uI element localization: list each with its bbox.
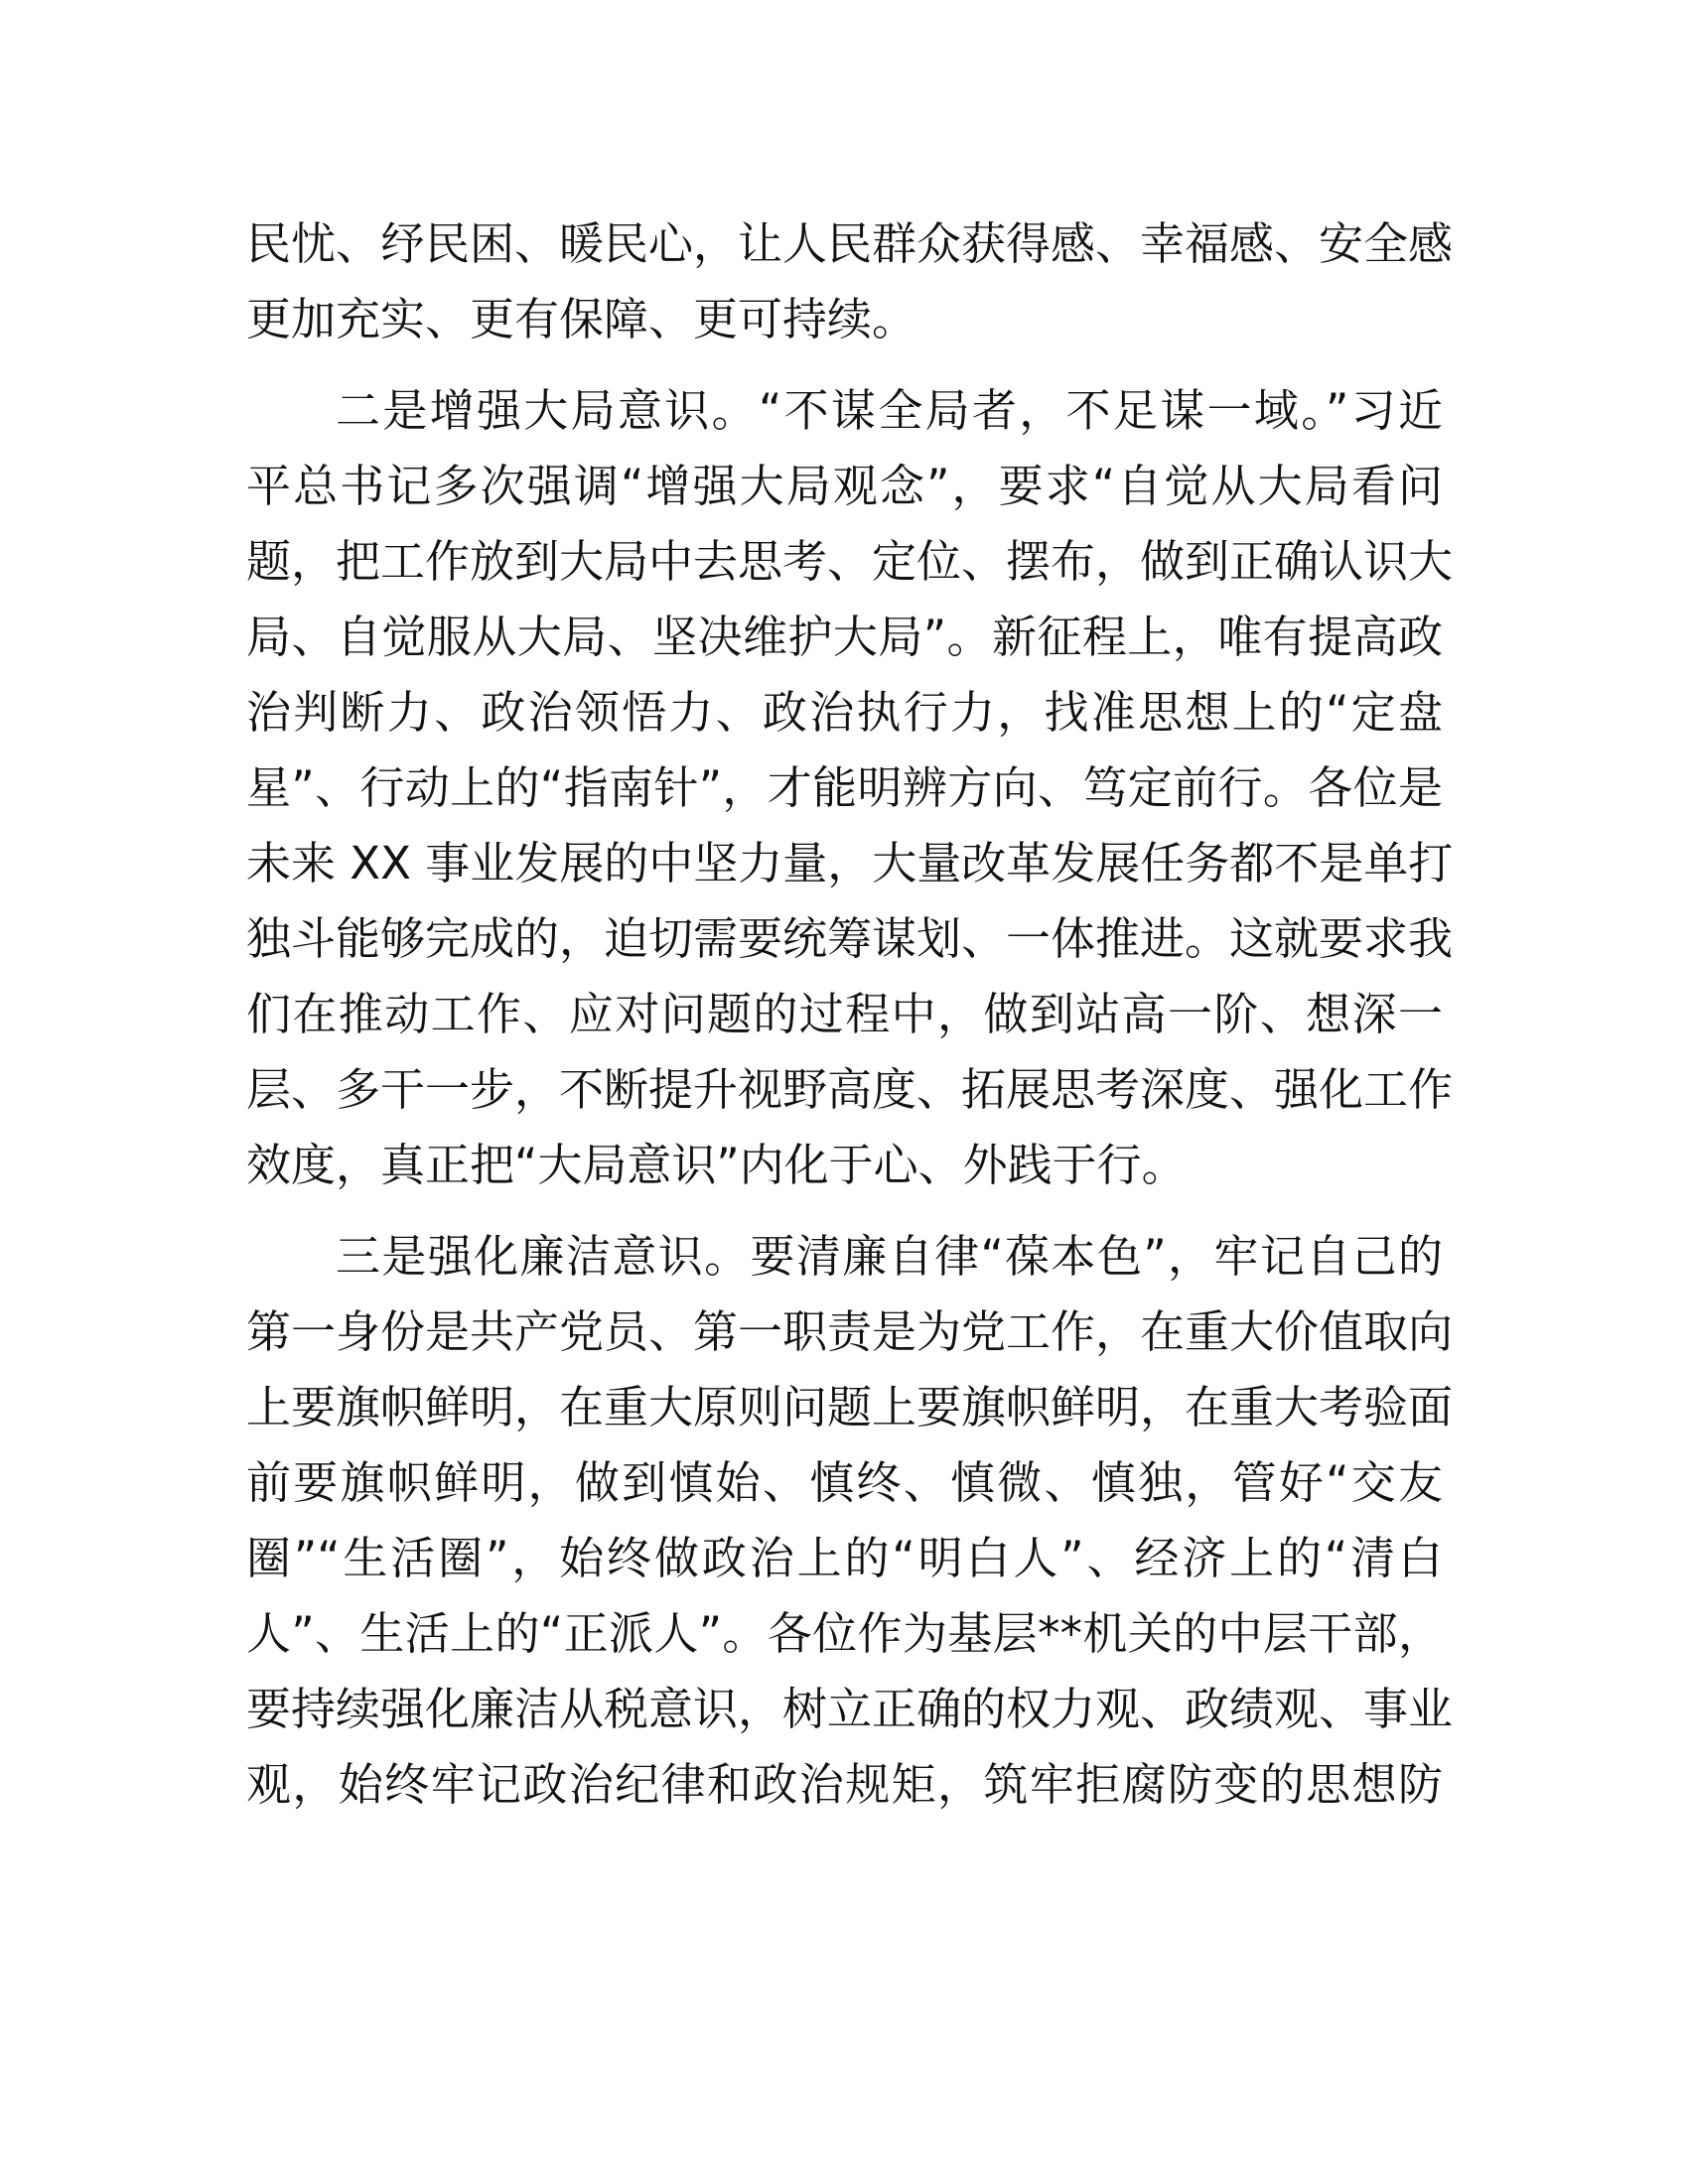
text-line: 前要旗帜鲜明，做到慎始、慎终、慎微、慎独，管好“交友 (246, 1456, 1443, 1509)
text-line: 人”、生活上的“正派人”。各位作为基层**机关的中层干部， (246, 1607, 1443, 1660)
text-line: 民忧、纾民困、暖民心，让人民群众获得感、幸福感、安全感 (246, 217, 1454, 270)
text-line: 星”、行动上的“指南针”，才能明辨方向、笃定前行。各位是 (246, 761, 1443, 814)
text-line: 未来 XX 事业发展的中坚力量，大量改革发展任务都不是单打 (246, 837, 1454, 889)
text-line: 第一身份是共产党员、第一职责是为党工作，在重大价值取向 (246, 1305, 1454, 1358)
text-line: 题，把工作放到大局中去思考、定位、摆布，做到正确认识大 (246, 535, 1454, 588)
paragraph-first-line: 三是强化廉洁意识。要清廉自律“葆本色”，牢记自己的 (336, 1230, 1443, 1283)
text-line: 层、多干一步，不断提升视野高度、拓展思考深度、强化工作 (246, 1063, 1454, 1116)
text-line: 更加充实、更有保障、更可持续。 (246, 293, 917, 345)
text-line: 上要旗帜鲜明，在重大原则问题上要旗帜鲜明，在重大考验面 (246, 1381, 1454, 1433)
text-line: 要持续强化廉洁从税意识，树立正确的权力观、政绩观、事业 (246, 1683, 1454, 1735)
text-line: 效度，真正把“大局意识”内化于心、外践于行。 (246, 1139, 1187, 1191)
text-line: 独斗能够完成的，迫切需要统筹谋划、一体推进。这就要求我 (246, 912, 1454, 965)
text-line: 局、自觉服从大局、坚决维护大局”。新征程上，唯有提高政 (246, 611, 1443, 663)
text-line: 治判断力、政治领悟力、政治执行力，找准思想上的“定盘 (246, 686, 1443, 739)
text-line: 圈”“生活圈”，始终做政治上的“明白人”、经济上的“清白 (246, 1532, 1443, 1584)
text-line: 观，始终牢记政治纪律和政治规矩，筑牢拒腐防变的思想防 (246, 1758, 1443, 1811)
paragraph-first-line: 二是增强大局意识。“不谋全局者，不足谋一域。”习近 (336, 384, 1443, 437)
text-line: 平总书记多次强调“增强大局观念”，要求“自觉从大局看问 (246, 460, 1443, 512)
text-line: 们在推动工作、应对问题的过程中，做到站高一阶、想深一 (246, 988, 1443, 1040)
